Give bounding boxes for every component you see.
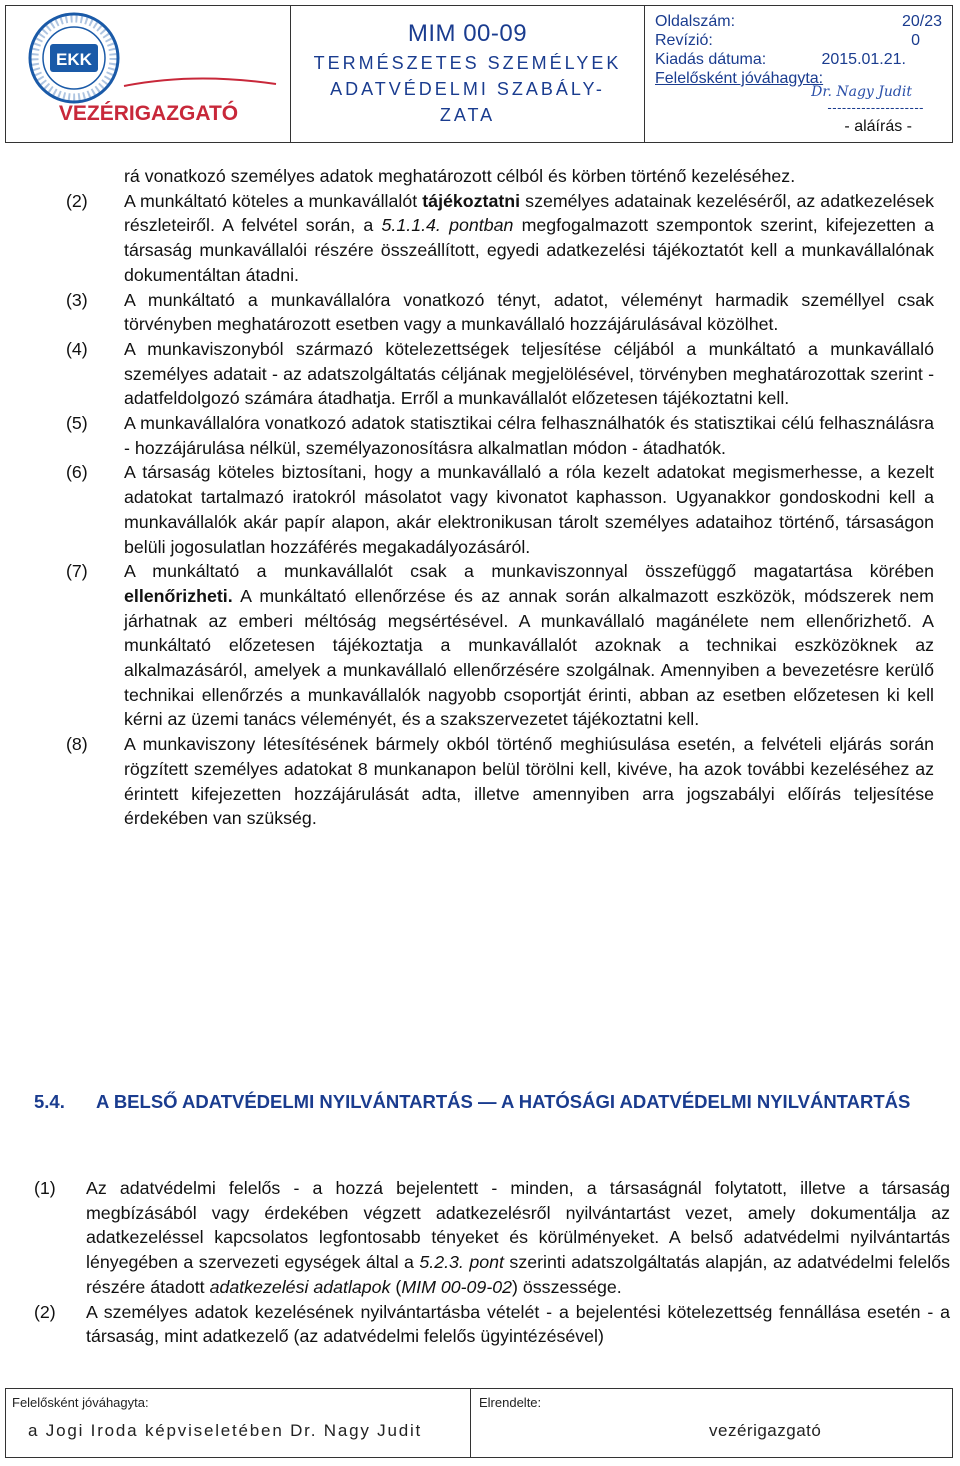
issue-date-label: Kiadás dátuma: — [655, 51, 767, 68]
company-logo-icon — [14, 12, 282, 104]
text-run: ) összessége. — [512, 1276, 622, 1297]
paragraph-2 — [66, 189, 934, 288]
paragraph-text: A személyes adatok kezelésének nyilvántartásba vételét - a bejelentési kötelezettség fennállása esetén - a társaság, mint adatkezelő (az adatvédelmi felelős ügyintézésével) — [86, 1301, 950, 1347]
paragraph-3 — [66, 288, 934, 337]
text-run: személyes adatainak kezeléséről, az adatkezelések részleteiről. A felvétel során, a — [124, 190, 934, 236]
paragraph-text: A munkáltató a munkavállalóra vonatkozó tényt, adatot, véleményt harmadik személlyel csak törvényben meghatározott esetben vagy a munkavállaló hozzájárulásával közölhet. — [124, 289, 934, 335]
paragraph-number: (1) — [34, 1178, 56, 1198]
form-reference: adatkezelési adatlapok — [209, 1276, 391, 1297]
text-run: Az adatvédelmi felelős - a hozzá bejelentett - minden, a társaságnál folytatott, illetve a társaság megbízásából vagy érdekében végzett adatkezelésről nyilvántartást vezet, amely dokumentálja az adatkezeléssel kapcsolatos legfontosabb tényeket és körülményeket. A belső adatvédelmi nyilvántartás lényegében a szervezeti egységek által a — [86, 1178, 950, 1273]
page-number-value: 20/23 — [901, 13, 942, 30]
paragraph-text: A társaság köteles biztosítani, hogy a munkavállaló a róla kezelt adatokat megismerhesse, a kezelt adatokat tartalmazó iratokról másolatot vagy kivonatot kaphasson. Ugyanakkor gondoskodni kell a munkavállalók akár papír alapon, akár elektronikusan tárolt személyes adataihoz történő, társaságon belüli jogosulatlan hozzáférés megakadályozásáról. — [124, 462, 934, 557]
paragraph-6 — [66, 460, 934, 559]
signature-area — [655, 84, 942, 115]
footer-ordered-label: Elrendelte: — [479, 1395, 542, 1410]
paragraph-text: A munkavállalóra vonatkozó adatok statisztikai célra felhasználhatók és statisztikai célú felhasználásra - hozzájárulása nélkül, személyazonosításra alkalmatlan módon - átadhatók. — [124, 413, 934, 458]
section-body — [34, 1176, 950, 1349]
document-body — [66, 164, 934, 831]
footer-approved-cell — [6, 1389, 471, 1457]
text-run: megfogalmazott szempontok szerint, kifejezetten a társaság munkavállalói részére összeállított, egyedi adatkezelési tájékoztatót kell a munkavállalónak dokumentáltan átadni. — [124, 215, 934, 285]
paragraph-8 — [66, 732, 934, 831]
revision-row — [655, 31, 942, 50]
text-run: A munkáltató a munkavállalót csak a munkaviszonnyal összefüggő magatartása körében — [124, 561, 934, 582]
paragraph-text — [124, 559, 934, 732]
logo-subtitle: VEZÉRIGAZGATÓ — [58, 102, 239, 125]
issue-date-row — [655, 50, 942, 69]
document-code-reference: MIM 00-09-02 — [401, 1276, 513, 1297]
document-footer — [5, 1388, 953, 1458]
footer-approved-value: a Jogi Iroda képviseletében Dr. Nagy Judit — [28, 1421, 423, 1440]
section-paragraph-1 — [34, 1176, 950, 1300]
signature-line: -------------------- — [827, 100, 924, 115]
bold-term: ellenőrizheti. — [124, 585, 233, 606]
section-paragraph-2 — [34, 1300, 950, 1349]
section-reference: 5.2.3. pont — [419, 1252, 504, 1273]
document-title-cell — [291, 6, 645, 142]
paragraph-number: (2) — [66, 190, 88, 211]
text-run: A munkáltató köteles a munkavállalót — [124, 190, 423, 211]
document-header — [5, 5, 953, 143]
text-run: szerinti adatszolgáltatás alapján, az adatvédelmi felelős részére átadott — [86, 1252, 950, 1297]
bold-term: tájékoztatni — [422, 190, 521, 211]
logo-mark: EKK — [56, 50, 92, 69]
paragraph-number: (5) — [66, 413, 88, 434]
footer-approved-label: Felelősként jóváhagyta: — [12, 1395, 149, 1410]
document-title: TERMÉSZETES SZEMÉLYEK ADATVÉDELMI SZABÁLY-ZATA — [313, 53, 622, 125]
text-run: A munkáltató ellenőrzése és az annak során alkalmazott eszközök, módszerek nem járhatnak az emberi méltóság megsértésével. A munkavállaló magánélete nem ellenőrizhető. A munkáltató előzetesen tájékoztatja a munkavállalót azoknak a technikai eszközöknek az alkalmazásáról, amelyek a munkavállaló ellenőrzésére szolgálnak. Amennyiben a bevezetésre kerülő technikai ellenőrzés a munkavállalók nagyobb csoportját érinti, abban az esetben előzetesen ki kell kérni az üzemi tanács véleményét, és a szakszervezetet tájékoztatni kell. — [124, 585, 934, 730]
paragraph-5 — [66, 411, 934, 460]
paragraph-number: (2) — [34, 1301, 56, 1322]
paragraph-continuation: rá vonatkozó személyes adatok meghatározott célból és körben történő kezeléséhez. — [124, 166, 796, 186]
paragraph-number: (6) — [66, 462, 88, 483]
logo-cell — [6, 6, 291, 142]
revision-value: 0 — [911, 32, 920, 49]
footer-ordered-value: vezérigazgató — [709, 1421, 822, 1440]
paragraph-number: (7) — [66, 561, 88, 582]
footer-ordered-cell — [471, 1389, 952, 1457]
issue-date-value: 2015.01.21. — [821, 51, 906, 68]
document-code: MIM 00-09 — [407, 20, 528, 47]
paragraph-text — [86, 1176, 950, 1300]
signature-name: Dr. Nagy Judit — [811, 84, 912, 100]
paragraph-text — [124, 189, 934, 288]
signature-label: - aláírás - — [844, 118, 912, 135]
paragraph-text: A munkaviszony létesítésének bármely okból történő meghiúsulása esetén, a felvételi eljárás során rögzített személyes adatokat 8 munkanapon belül törölni kell, kivéve, ha azok további kezeléséhez az érintett kifejezetten hozzájárulását adta, illetve amennyiben arra jogszabályi előírás teljesítése érdekében van szükség. — [124, 734, 934, 829]
paragraph-4 — [66, 337, 934, 411]
section-number: 5.4. — [34, 1091, 65, 1112]
page-number-label: Oldalszám: — [655, 13, 736, 30]
section-title: A BELSŐ ADATVÉDELMI NYILVÁNTARTÁS — A HATÓSÁGI ADATVÉDELMI NYILVÁNTARTÁS — [96, 1091, 911, 1112]
paragraph-7 — [66, 559, 934, 732]
paragraph-number: (3) — [66, 289, 88, 310]
page-number-row — [655, 12, 942, 31]
section-reference: 5.1.1.4. pontban — [381, 215, 514, 236]
paragraph-number: (4) — [66, 338, 88, 359]
paragraph-text: A munkaviszonyból származó kötelezettségek teljesítése céljából a munkáltató a munkavállaló személyes adatait - az adatszolgáltatás céljának megjelölésével, törvényben meghatározottak szerint - adatfeldolgozó számára átadhatja. Erről a munkavállalót előzetesen tájékoztatni kell. — [124, 338, 934, 409]
approved-label: Felelősként jóváhagyta: — [655, 70, 824, 87]
text-run: ( — [390, 1276, 402, 1297]
revision-label: Revízió: — [655, 32, 713, 49]
paragraph-number: (8) — [66, 734, 88, 755]
